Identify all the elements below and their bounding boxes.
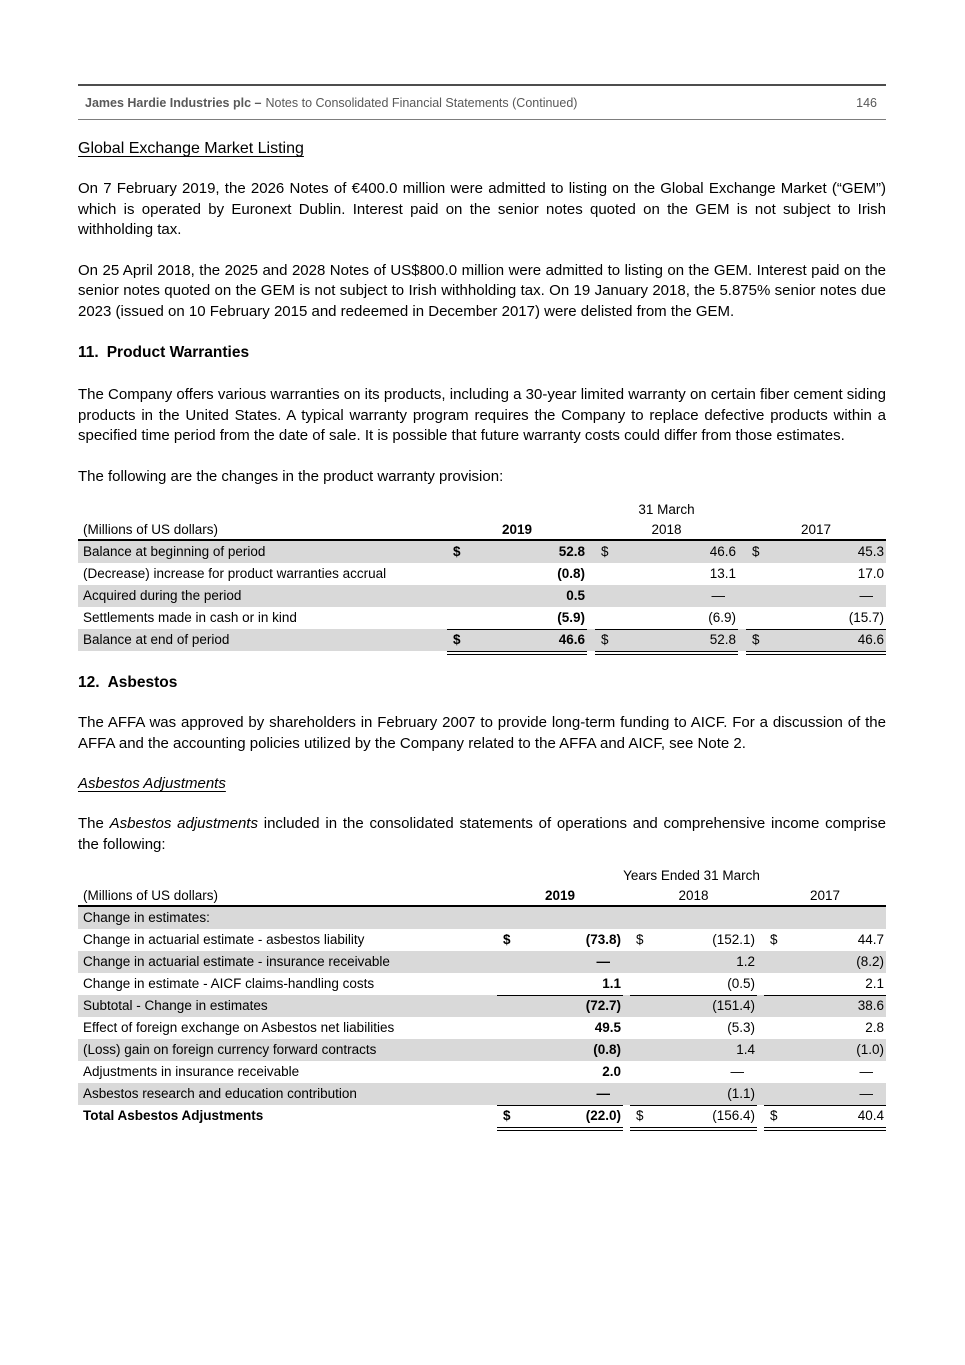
dollar-sign: $ <box>601 544 609 559</box>
dollar-sign <box>764 1083 770 1105</box>
dollar-sign <box>497 1083 503 1105</box>
intro-rest: included in the consolidated statements of operations and comprehensive income comprise the following: <box>78 815 886 853</box>
cell-value: (72.7) <box>585 998 621 1013</box>
dollar-sign: $ <box>752 632 760 647</box>
row-label: Settlements made in cash or in kind <box>83 610 297 625</box>
column-gap <box>623 1039 630 1061</box>
column-gap <box>757 973 764 996</box>
value-cell <box>447 629 587 655</box>
value-cell <box>746 607 886 630</box>
cell-value: (151.4) <box>712 998 755 1013</box>
dollar-sign <box>764 1017 770 1039</box>
cell-value: — <box>859 1086 873 1101</box>
row-label: Balance at end of period <box>83 632 230 647</box>
dollar-sign <box>630 1039 636 1061</box>
value-cell <box>630 1105 757 1131</box>
column-gap <box>757 1017 764 1039</box>
value-cell <box>497 1083 623 1106</box>
value-cell <box>447 541 587 563</box>
section-number: 11. <box>78 344 99 361</box>
dollar-sign <box>630 1061 636 1083</box>
cell-value: (0.5) <box>727 976 755 991</box>
dollar-sign: $ <box>601 632 609 647</box>
cell-value: 0.5 <box>566 588 585 603</box>
dollar-sign <box>764 1061 770 1083</box>
dollar-sign <box>447 607 453 629</box>
table-row <box>78 1017 886 1039</box>
cell-value: 52.8 <box>709 632 736 647</box>
cell-value: — <box>859 588 873 603</box>
value-cell <box>497 1017 623 1039</box>
year-header: 2019 <box>544 888 576 903</box>
row-label: Change in actuarial estimate - asbestos liability <box>83 932 365 947</box>
table-row <box>78 1105 886 1127</box>
row-label: Balance at beginning of period <box>83 544 266 559</box>
cell-value: (0.8) <box>593 1042 621 1057</box>
dollar-sign <box>497 1061 503 1083</box>
value-cell <box>764 929 886 951</box>
row-label: Change in estimate - AICF claims-handling costs <box>83 976 375 991</box>
dollar-sign: $ <box>503 1108 511 1123</box>
value-cell <box>497 973 623 996</box>
dollar-sign <box>497 973 503 995</box>
year-header: 2018 <box>651 522 682 537</box>
gem-paragraph-2: On 25 April 2018, the 2025 and 2028 Notes of US$800.0 million were admitted to listing on the GEM. Interest paid on the senior notes quoted on the GEM is not subject to Irish withholding tax. On 19 January 2018, the 5.875% senior notes due 2023 (issued on 10 February 2015 and redeemed in December 2017) were delisted from the GEM. <box>78 261 886 320</box>
cell-value: (6.9) <box>708 610 736 625</box>
dollar-sign: $ <box>770 1108 778 1123</box>
value-cell <box>497 1061 623 1083</box>
cell-value: (22.0) <box>585 1108 621 1123</box>
value-cell <box>630 995 757 1017</box>
cell-value: (5.3) <box>727 1020 755 1035</box>
asbestos-adjustments-table <box>78 867 886 1127</box>
table-period-caption: 31 March <box>638 502 695 517</box>
cell-value: 46.6 <box>558 632 585 647</box>
dollar-sign <box>630 995 636 1017</box>
column-gap <box>623 995 630 1017</box>
dollar-sign <box>447 585 453 607</box>
cell-value: (1.1) <box>727 1086 755 1101</box>
table-row <box>78 541 886 563</box>
value-cell <box>497 929 623 951</box>
value-cell <box>764 1083 886 1106</box>
intro-italic-term: Asbestos adjustments <box>109 815 258 832</box>
cell-value: 1.4 <box>736 1042 755 1057</box>
column-gap <box>738 563 746 585</box>
value-cell <box>595 629 738 655</box>
table-header-row <box>78 520 886 541</box>
cell-value: (0.8) <box>557 566 585 581</box>
year-header: 2017 <box>809 888 841 903</box>
intro-prefix: The <box>78 815 110 832</box>
value-cell <box>630 1017 757 1039</box>
page-number: 146 <box>856 95 877 110</box>
value-cell <box>595 563 738 585</box>
column-gap <box>757 1083 764 1106</box>
value-cell <box>746 585 886 607</box>
column-gap <box>738 629 746 655</box>
table-row <box>78 1083 886 1105</box>
cell-value: (156.4) <box>712 1108 755 1123</box>
value-cell <box>447 607 587 630</box>
row-label: Effect of foreign exchange on Asbestos net liabilities <box>83 1020 395 1035</box>
dollar-sign <box>764 995 770 1017</box>
cell-value: 1.2 <box>736 954 755 969</box>
dollar-sign <box>447 563 453 585</box>
dollar-sign: $ <box>770 932 778 947</box>
table-row <box>78 995 886 1017</box>
column-gap <box>587 541 595 563</box>
table-row <box>78 629 886 651</box>
value-cell <box>497 995 623 1017</box>
column-gap <box>757 1039 764 1061</box>
row-label: Asbestos research and education contribution <box>83 1086 357 1101</box>
cell-value: 40.4 <box>857 1108 884 1123</box>
dollar-sign <box>630 1083 636 1105</box>
value-cell <box>630 929 757 951</box>
row-label: (Decrease) increase for product warranties accrual <box>83 566 387 581</box>
value-cell <box>447 563 587 585</box>
column-gap <box>757 951 764 973</box>
page-header <box>78 86 886 119</box>
value-cell <box>630 951 757 973</box>
table-row <box>78 907 886 929</box>
section-number: 12. <box>78 674 100 691</box>
dollar-sign <box>497 951 503 973</box>
column-gap <box>757 929 764 951</box>
value-cell <box>497 1105 623 1131</box>
cell-value: 46.6 <box>857 632 884 647</box>
cell-value: 49.5 <box>594 1020 621 1035</box>
row-label: (Loss) gain on foreign currency forward contracts <box>83 1042 377 1057</box>
value-cell <box>630 973 757 996</box>
value-cell <box>630 1039 757 1061</box>
cell-value: 1.1 <box>602 976 621 991</box>
value-cell <box>497 1039 623 1061</box>
dollar-sign <box>595 563 601 585</box>
column-gap <box>623 1017 630 1039</box>
cell-value: 46.6 <box>709 544 736 559</box>
column-gap <box>623 1061 630 1083</box>
section-heading-asbestos <box>78 673 886 693</box>
cell-value: 13.1 <box>709 566 736 581</box>
table-row <box>78 951 886 973</box>
dollar-sign: $ <box>453 632 461 647</box>
cell-value: 44.7 <box>857 932 884 947</box>
cell-value: 17.0 <box>857 566 884 581</box>
column-gap <box>738 607 746 630</box>
year-header: 2019 <box>501 522 533 537</box>
table-row <box>78 929 886 951</box>
table-row <box>78 607 886 629</box>
product-warranty-table <box>78 501 886 651</box>
cell-value: (1.0) <box>856 1042 884 1057</box>
cell-value: 2.1 <box>865 976 884 991</box>
column-gap <box>587 607 595 630</box>
cell-value: 45.3 <box>857 544 884 559</box>
dollar-sign <box>764 951 770 973</box>
value-cell <box>447 585 587 607</box>
table-row <box>78 1061 886 1083</box>
dollar-sign: $ <box>636 932 644 947</box>
table-period-caption: Years Ended 31 March <box>623 868 760 883</box>
asbestos-paragraph: The AFFA was approved by shareholders in February 2007 to provide long-term funding to AICF. For a discussion of the AFFA and the accounting policies utilized by the Company related to the AFFA and AICF, see Note 2. <box>78 714 886 752</box>
cell-value: — <box>596 954 610 969</box>
row-label: Change in estimates: <box>83 910 210 925</box>
dollar-sign <box>630 973 636 995</box>
dollar-sign <box>746 607 752 629</box>
dollar-sign <box>630 1017 636 1039</box>
dollar-sign <box>746 585 752 607</box>
row-label: Total Asbestos Adjustments <box>83 1108 264 1123</box>
cell-value: 2.8 <box>865 1020 884 1035</box>
cell-value: — <box>711 588 725 603</box>
value-cell <box>764 1039 886 1061</box>
section-title: Product Warranties <box>106 344 250 361</box>
cell-value: 2.0 <box>602 1064 621 1079</box>
section-heading-gem: Global Exchange Market Listing <box>78 140 304 157</box>
column-gap <box>738 585 746 607</box>
value-cell <box>595 607 738 630</box>
units-label: (Millions of US dollars) <box>83 522 219 537</box>
cell-value: (5.9) <box>557 610 585 625</box>
header-bottom-rule <box>78 119 886 120</box>
dollar-sign <box>497 995 503 1017</box>
dollar-sign <box>497 1017 503 1039</box>
dollar-sign: $ <box>503 932 511 947</box>
dollar-sign <box>746 563 752 585</box>
gem-paragraph-1: On 7 February 2019, the 2026 Notes of €400.0 million were admitted to listing on the Global Exchange Market (“GEM”) which is operated by Euronext Dublin. Interest paid on the senior notes quoted on the GEM is not subject to Irish withholding tax. <box>78 180 886 238</box>
column-gap <box>623 929 630 951</box>
dollar-sign <box>595 607 601 629</box>
asbestos-table-intro <box>78 814 886 855</box>
value-cell <box>497 951 623 973</box>
column-gap <box>757 995 764 1017</box>
column-gap <box>623 1105 630 1131</box>
table-row <box>78 1039 886 1061</box>
column-gap <box>623 1083 630 1106</box>
table-header-row <box>78 886 886 907</box>
cell-value: — <box>596 1086 610 1101</box>
value-cell <box>764 973 886 996</box>
value-cell <box>746 541 886 563</box>
column-gap <box>587 563 595 585</box>
dollar-sign <box>764 973 770 995</box>
units-label: (Millions of US dollars) <box>83 888 219 903</box>
header-title <box>85 96 577 110</box>
cell-value: — <box>859 1064 873 1079</box>
value-cell <box>764 1105 886 1131</box>
value-cell <box>595 585 738 607</box>
column-gap <box>623 951 630 973</box>
cell-value: (15.7) <box>848 610 884 625</box>
value-cell <box>630 1061 757 1083</box>
section-title: Asbestos <box>107 674 178 691</box>
row-label: Adjustments in insurance receivable <box>83 1064 300 1079</box>
dollar-sign <box>764 1039 770 1061</box>
subheading-asbestos-adjustments: Asbestos Adjustments <box>78 775 226 792</box>
column-gap <box>757 1105 764 1131</box>
value-cell <box>764 995 886 1017</box>
dollar-sign: $ <box>752 544 760 559</box>
column-gap <box>623 973 630 996</box>
table-row <box>78 973 886 995</box>
dollar-sign: $ <box>453 544 461 559</box>
cell-value: (73.8) <box>585 932 621 947</box>
value-cell <box>764 1017 886 1039</box>
table-row <box>78 563 886 585</box>
value-cell <box>764 951 886 973</box>
cell-value: 38.6 <box>857 998 884 1013</box>
dollar-sign: $ <box>636 1108 644 1123</box>
dollar-sign <box>630 951 636 973</box>
value-cell <box>746 629 886 655</box>
dollar-sign <box>497 1039 503 1061</box>
warranties-table-intro: The following are the changes in the product warranty provision: <box>78 467 504 485</box>
year-header: 2017 <box>800 522 832 537</box>
cell-value: (152.1) <box>712 932 755 947</box>
dollar-sign <box>595 585 601 607</box>
row-label: Change in actuarial estimate - insurance receivable <box>83 954 390 969</box>
cell-value: 52.8 <box>558 544 585 559</box>
value-cell <box>746 563 886 585</box>
table-row <box>78 585 886 607</box>
column-gap <box>757 1061 764 1083</box>
year-header: 2018 <box>678 888 709 903</box>
header-subtitle: Notes to Consolidated Financial Statements (Continued) <box>265 95 578 110</box>
column-gap <box>738 541 746 563</box>
company-name: James Hardie Industries plc – <box>85 95 262 110</box>
value-cell <box>764 1061 886 1083</box>
warranties-paragraph: The Company offers various warranties on its products, including a 30-year limited warranty on certain fiber cement siding products in the United States. A typical warranty program requires the Company to replace defective products within a specified time period from the date of sale. It is possible that future warranty costs could differ from those estimates. <box>78 386 886 444</box>
cell-value: (8.2) <box>856 954 884 969</box>
value-cell <box>630 1083 757 1106</box>
cell-value: — <box>730 1064 744 1079</box>
column-gap <box>587 585 595 607</box>
row-label: Acquired during the period <box>83 588 242 603</box>
value-cell <box>595 541 738 563</box>
column-gap <box>587 629 595 655</box>
section-heading-product-warranties <box>78 343 886 363</box>
row-label: Subtotal - Change in estimates <box>83 998 268 1013</box>
